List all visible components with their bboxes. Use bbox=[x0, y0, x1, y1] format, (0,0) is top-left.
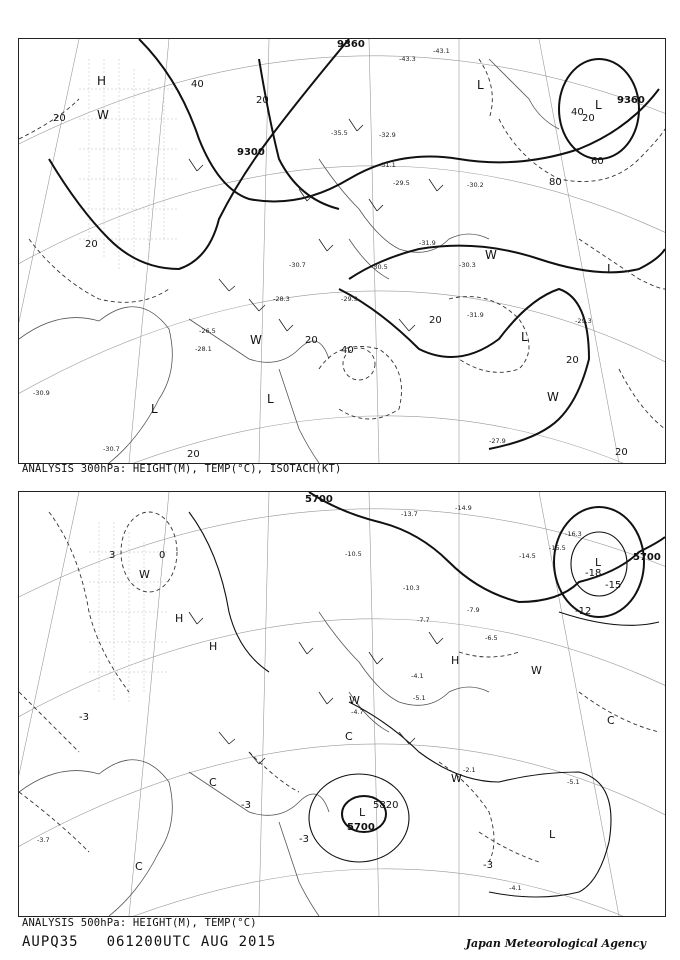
temp-label: -31.9 bbox=[467, 311, 484, 319]
chart-identifier bbox=[22, 934, 276, 950]
temp-label: -35.5 bbox=[331, 129, 348, 137]
contour-label: 20 bbox=[187, 449, 200, 460]
temp-label: -30.3 bbox=[459, 261, 476, 269]
temp-label: -2.1 bbox=[463, 766, 476, 774]
contour-label: 5820 bbox=[373, 800, 399, 811]
graticule bbox=[19, 492, 665, 916]
temp-label: -30.7 bbox=[289, 261, 306, 269]
contour-label: 5700 bbox=[633, 552, 661, 563]
contour-label: 20 bbox=[85, 239, 98, 250]
contour-label: 0 bbox=[159, 550, 166, 561]
temp-label: -26.5 bbox=[199, 327, 216, 335]
contour-label: -3 bbox=[483, 860, 493, 871]
contour-label: 20 bbox=[53, 113, 66, 124]
temp-label: -28.1 bbox=[195, 345, 212, 353]
contour-label: -15 bbox=[605, 580, 622, 591]
system-marker: W bbox=[547, 390, 559, 404]
contour-label: 9300 bbox=[237, 147, 265, 158]
contour-label: -3 bbox=[241, 800, 251, 811]
system-marker: H bbox=[175, 612, 184, 625]
contour-label: 80 bbox=[549, 177, 562, 188]
temp-label: -4.7 bbox=[351, 708, 364, 716]
temp-label: -31.1 bbox=[379, 161, 396, 169]
temp-label: -32.9 bbox=[379, 131, 396, 139]
map-300hpa bbox=[18, 38, 666, 464]
contour-label: 9360 bbox=[337, 39, 365, 50]
temp-label: -29.5 bbox=[393, 179, 410, 187]
temp-label: -43.1 bbox=[433, 47, 450, 55]
temp-label: -7.7 bbox=[417, 616, 430, 624]
temp-label: -4.1 bbox=[411, 672, 424, 680]
system-marker: L bbox=[477, 78, 484, 92]
map-500hpa bbox=[18, 491, 666, 917]
contour-label: 40 bbox=[341, 345, 354, 356]
system-marker: W bbox=[139, 568, 150, 581]
temp-label: -29.3 bbox=[575, 317, 592, 325]
temp-label: -15.5 bbox=[549, 544, 566, 552]
system-marker: W bbox=[349, 694, 360, 707]
system-marker: H bbox=[209, 640, 218, 653]
contour-label: 5700 bbox=[347, 822, 375, 833]
system-marker: W bbox=[97, 108, 109, 122]
contour-label: 20 bbox=[256, 95, 269, 106]
temp-label: -30.7 bbox=[103, 445, 120, 453]
system-marker: L bbox=[549, 828, 556, 841]
contour-label: 60 bbox=[591, 156, 604, 167]
system-marker: L bbox=[151, 402, 158, 416]
contour-label: -3 bbox=[299, 834, 309, 845]
temp-label: -4.1 bbox=[509, 884, 522, 892]
chart-code: AUPQ35 bbox=[22, 934, 79, 950]
temp-label: -14.5 bbox=[519, 552, 536, 560]
contour-label: 20 bbox=[305, 335, 318, 346]
system-marker: C bbox=[209, 776, 217, 789]
temp-label: -30.2 bbox=[467, 181, 484, 189]
contour-label: 20 bbox=[429, 315, 442, 326]
temp-label: -30.5 bbox=[371, 263, 388, 271]
contour-label: -12 bbox=[575, 606, 592, 617]
system-marker: W bbox=[451, 772, 462, 785]
system-marker: L bbox=[267, 392, 274, 406]
contour-label: -18 bbox=[585, 568, 602, 579]
coastlines bbox=[19, 612, 489, 916]
temp-label: -28.3 bbox=[273, 295, 290, 303]
temperature-labels bbox=[37, 504, 582, 892]
graticule bbox=[19, 39, 665, 463]
temp-label: -31.9 bbox=[419, 239, 436, 247]
contour-label: 9360 bbox=[617, 95, 645, 106]
isotherms bbox=[19, 512, 659, 862]
system-marker: C bbox=[345, 730, 353, 743]
lower-chart-caption: ANALYSIS 500hPa: HEIGHT(M), TEMP(°C) bbox=[22, 917, 257, 929]
system-marker: C bbox=[607, 714, 615, 727]
temp-label: -3.7 bbox=[37, 836, 50, 844]
system-marker: L bbox=[607, 262, 614, 276]
system-marker: H bbox=[97, 74, 107, 88]
temp-label: -16.3 bbox=[565, 530, 582, 538]
contour-label: 40 bbox=[191, 79, 204, 90]
contour-label: 40 bbox=[571, 107, 584, 118]
contour-label: 20 bbox=[582, 113, 595, 124]
temp-label: -29.9 bbox=[341, 295, 358, 303]
height-contours bbox=[49, 39, 665, 449]
isotherms bbox=[19, 59, 665, 429]
wind-barbs bbox=[189, 119, 443, 331]
contour-label: 20 bbox=[615, 447, 628, 458]
system-marker: W bbox=[250, 333, 262, 347]
temp-label: -5.1 bbox=[413, 694, 426, 702]
agency-credit: Japan Meteorological Agency bbox=[465, 937, 646, 950]
pressure-systems bbox=[135, 556, 615, 873]
temp-label: -5.1 bbox=[567, 778, 580, 786]
upper-chart-caption: ANALYSIS 300hPa: HEIGHT(M), TEMP(°C), ISOTACH(KT) bbox=[22, 463, 342, 475]
temp-label: -13.7 bbox=[401, 510, 418, 518]
pressure-systems bbox=[97, 74, 614, 416]
contour-label: 3 bbox=[109, 550, 116, 561]
contour-label: 20 bbox=[566, 355, 579, 366]
system-marker: L bbox=[595, 556, 602, 569]
temp-label: -30.9 bbox=[33, 389, 50, 397]
temp-label: -14.9 bbox=[455, 504, 472, 512]
system-marker: H bbox=[451, 654, 460, 667]
hatched-region bbox=[89, 522, 169, 702]
chart-valid-time: 061200UTC AUG 2015 bbox=[106, 934, 277, 950]
contour-label: -3 bbox=[79, 712, 89, 723]
system-marker: W bbox=[531, 664, 542, 677]
system-marker: W bbox=[485, 248, 497, 262]
system-marker: L bbox=[595, 98, 602, 112]
hatched-region bbox=[79, 59, 179, 269]
system-marker: L bbox=[521, 330, 528, 344]
temp-label: -10.5 bbox=[345, 550, 362, 558]
temp-label: -10.3 bbox=[403, 584, 420, 592]
temp-label: -6.5 bbox=[485, 634, 498, 642]
system-marker: C bbox=[135, 860, 143, 873]
contour-label: 5700 bbox=[305, 494, 333, 505]
temp-label: -7.9 bbox=[467, 606, 480, 614]
temp-label: -27.9 bbox=[489, 437, 506, 445]
wind-barbs bbox=[189, 612, 443, 764]
temp-label: -43.3 bbox=[399, 55, 416, 63]
system-marker: L bbox=[359, 806, 366, 819]
